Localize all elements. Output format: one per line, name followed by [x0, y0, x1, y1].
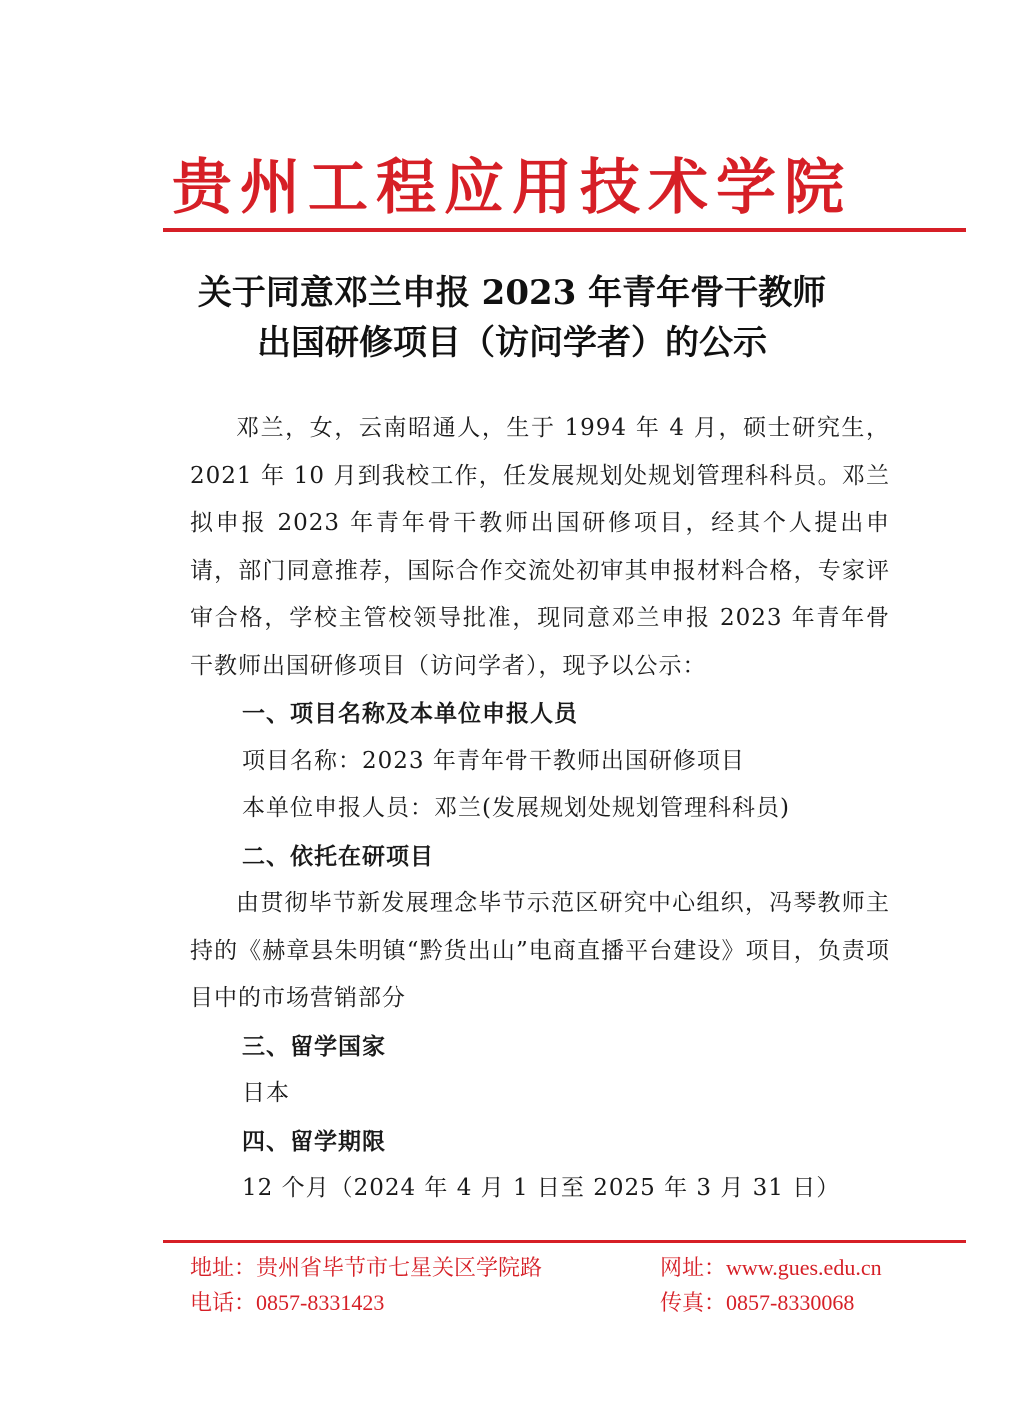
study-country: 日本 [242, 1080, 290, 1106]
intro-paragraph: 邓兰，女，云南昭通人，生于 1994 年 4 月，硕士研究生，2021 年 10 月到我校工作，任发展规划处规划管理科科员。邓兰拟申报 2023 年青年骨干教师出国研修项目，经其个人提出申请，部门同意推荐，国际合作交流处初审其申报材料合格，专家评审合格，学校主管校领导批准，现同意邓兰申报 2023 年青年骨干教师出国研修项目（访问学者），现予以公示： [190, 415, 890, 679]
section-2-heading: 二、依托在研项目 [242, 842, 434, 870]
footer-fax: 传真：0857-8330068 [660, 1290, 855, 1315]
section-3-heading: 三、留学国家 [242, 1032, 386, 1060]
footer-contact [190, 1250, 910, 1320]
letterhead-divider [163, 228, 966, 232]
footer-divider [163, 1240, 966, 1243]
letterhead-title: 贵州工程应用技术学院 [172, 153, 852, 223]
footer-website[interactable]: 网址：www.gues.edu.cn [660, 1255, 882, 1280]
section-1-heading: 一、项目名称及本单位申报人员 [242, 700, 578, 727]
footer-phone: 电话：0857-8331423 [190, 1290, 385, 1315]
title-line-1: 关于同意邓兰申报 2023 年青年骨干教师 [197, 273, 827, 313]
document-body [190, 405, 890, 1213]
study-period: 12 个月（2024 年 4 月 1 日至 2025 年 3 月 31 日） [242, 1175, 841, 1201]
section-4-heading: 四、留学期限 [242, 1127, 386, 1155]
research-project-paragraph: 由贯彻毕节新发展理念毕节示范区研究中心组织，冯琴教师主持的《赫章县朱明镇“黔货出山”电商直播平台建设》项目，负责项目中的市场营销部分 [190, 890, 890, 1011]
title-line-2: 出国研修项目（访问学者）的公示 [257, 323, 767, 363]
applicant-line: 本单位申报人员：邓兰(发展规划处规划管理科科员) [242, 795, 790, 821]
project-name-line: 项目名称：2023 年青年骨干教师出国研修项目 [242, 747, 745, 774]
footer-address: 地址：贵州省毕节市七星关区学院路 [190, 1255, 543, 1280]
document-title [150, 268, 874, 368]
